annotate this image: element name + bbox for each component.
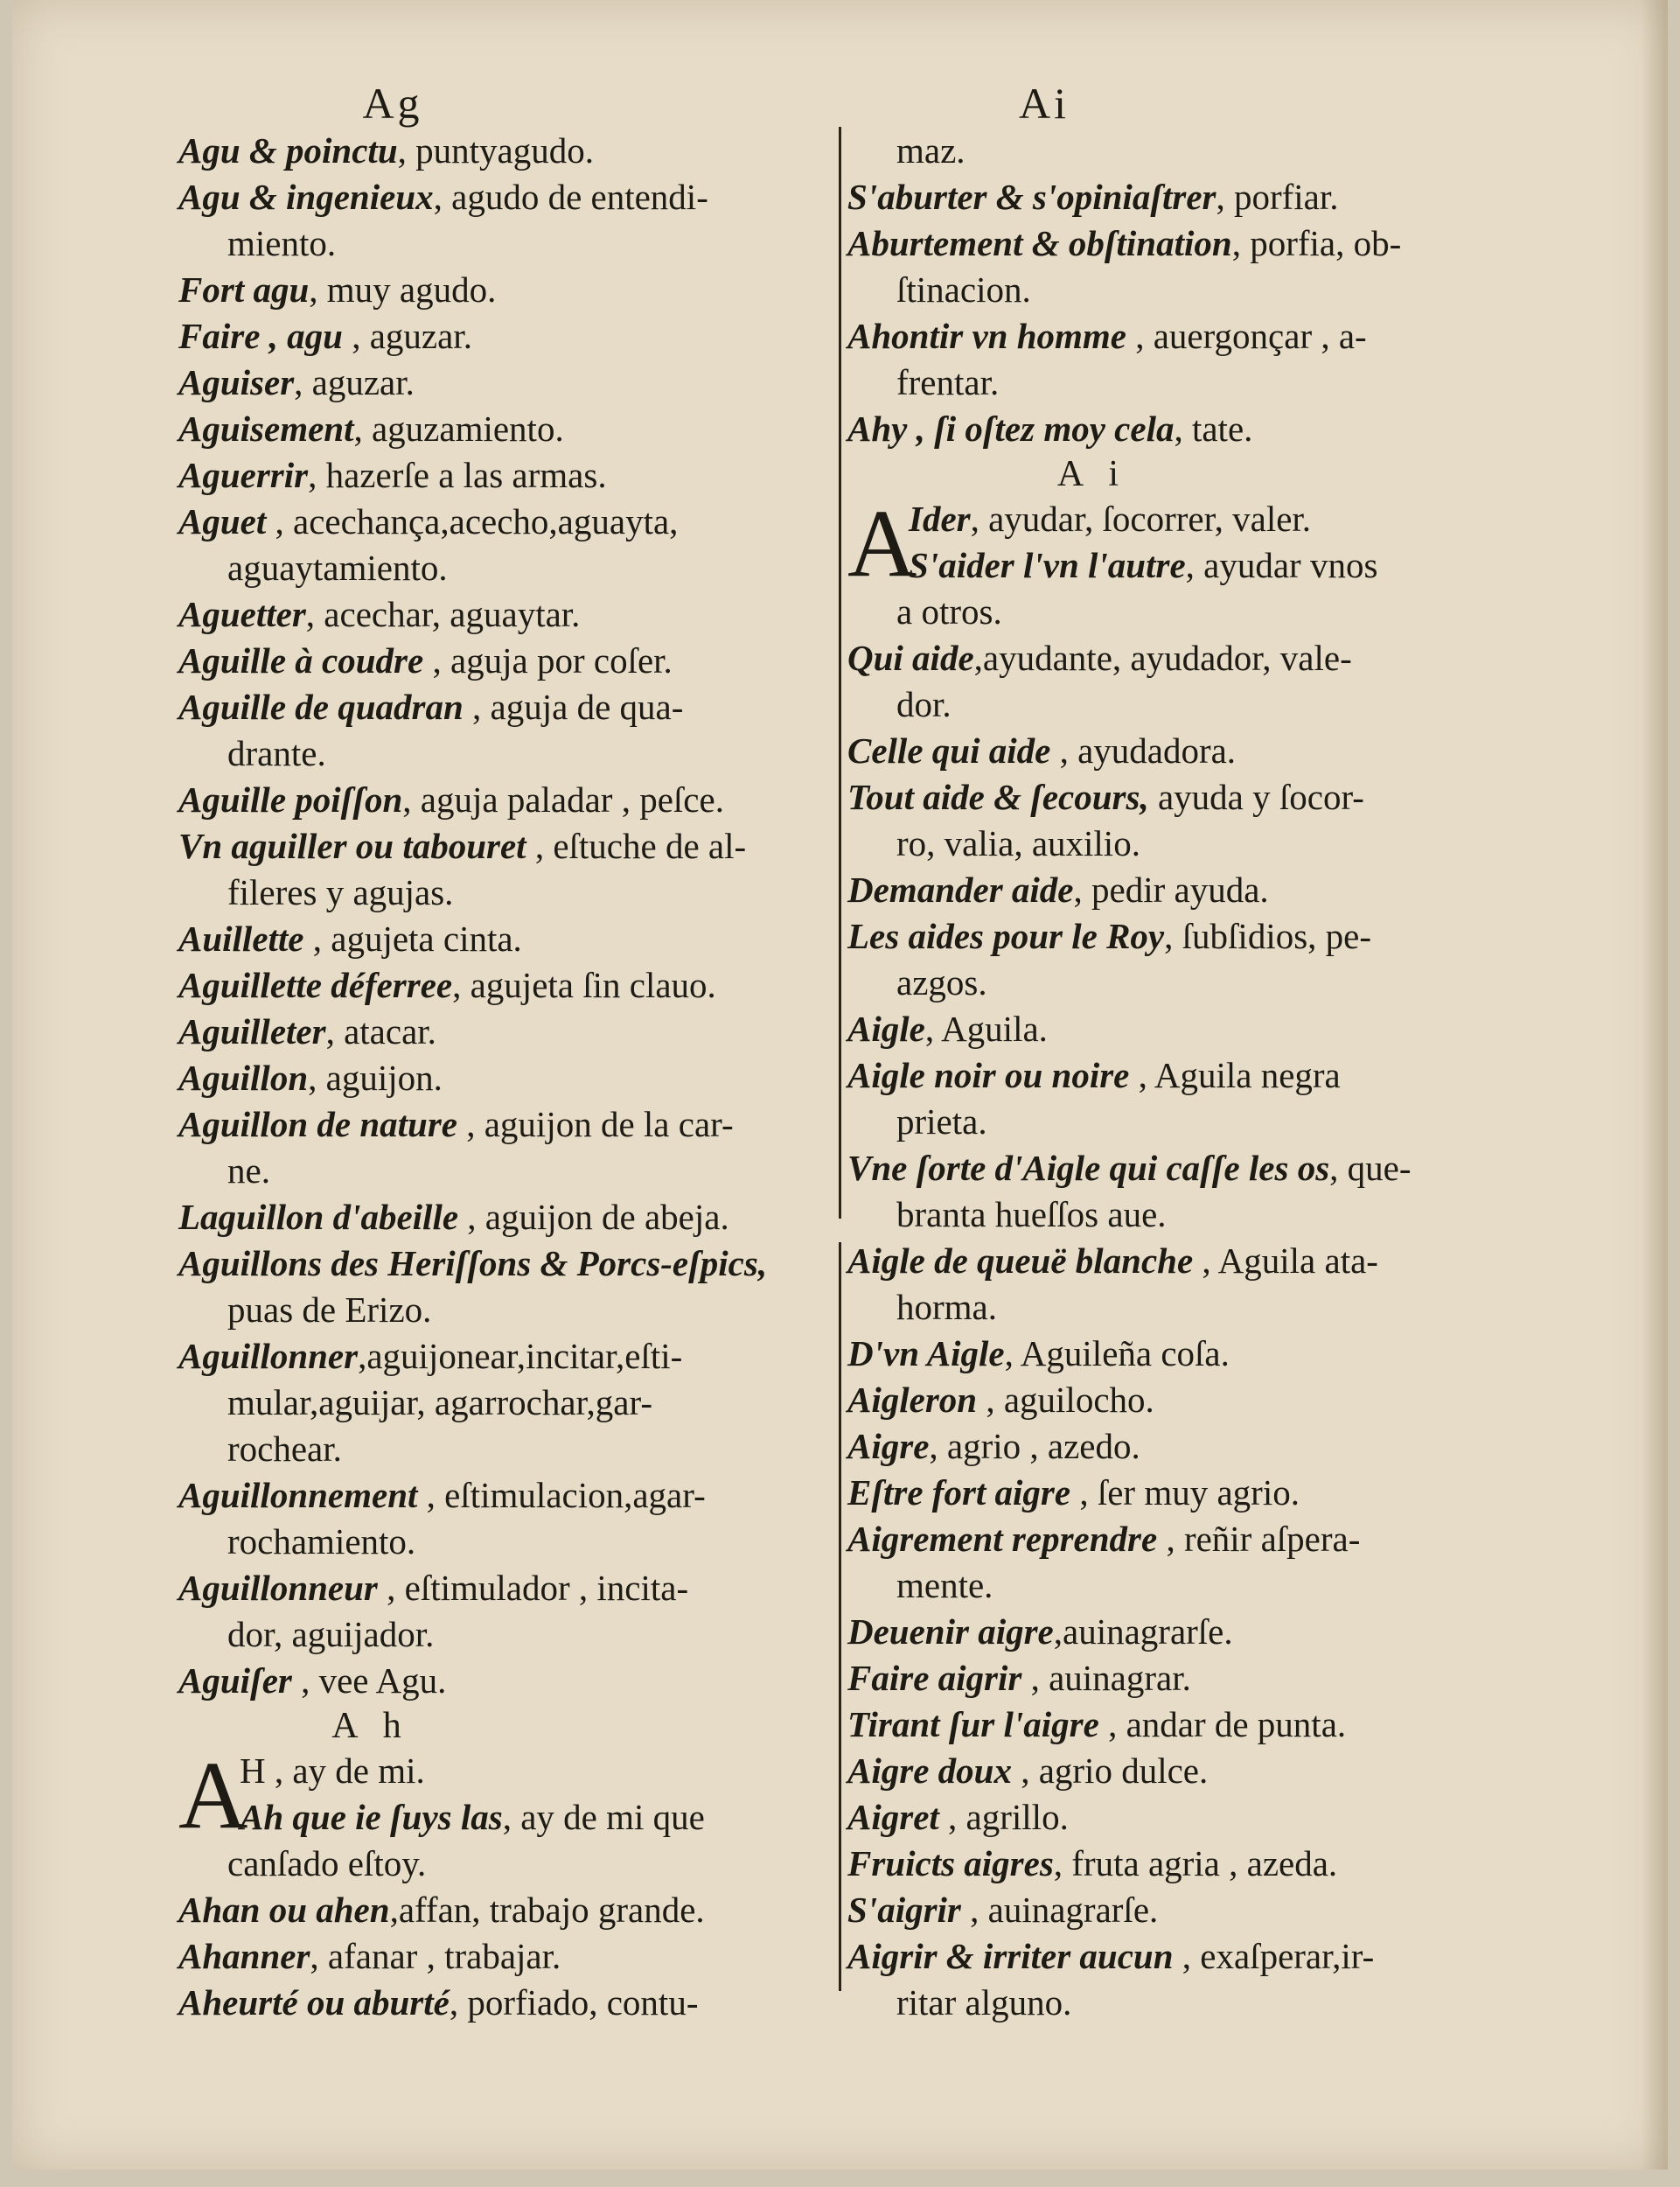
drop-cap: A	[847, 490, 917, 597]
entry-continuation: ne.	[227, 1150, 270, 1191]
dictionary-entry: Aguerrir, hazerſe a las armas.	[178, 455, 607, 495]
entry-continuation: azgos.	[896, 962, 987, 1003]
dictionary-entry: Aguetter, acechar, aguaytar.	[178, 594, 581, 634]
dictionary-entry: S'aider l'vn l'autre, ayudar vnos	[909, 545, 1378, 585]
dictionary-entry: Aigrir & irriter aucun , exaſperar,ir-	[847, 1936, 1375, 1976]
entry-continuation: drante.	[227, 733, 326, 773]
dictionary-entry: Aguiſer , vee Agu.	[178, 1660, 447, 1701]
dictionary-entry: Demander aide, pedir ayuda.	[847, 870, 1269, 910]
entry-continuation: horma.	[896, 1287, 997, 1327]
dictionary-entry: Deuenir aigre,auinagrarſe.	[847, 1611, 1233, 1652]
dictionary-entry: Ahanner, afanar , trabajar.	[178, 1936, 561, 1976]
dictionary-entry: Celle qui aide , ayudadora.	[847, 730, 1237, 771]
dictionary-entry: Agu & ingenieux, agudo de entendi-	[178, 177, 708, 217]
dictionary-entry: Aguillon de nature , aguijon de la car-	[178, 1104, 734, 1144]
dictionary-entry: Faire aigrir , auinagrar.	[847, 1658, 1191, 1698]
entry-continuation: mular,aguijar, agarrochar,gar-	[227, 1382, 652, 1422]
dictionary-entry: Aigret , agrillo.	[847, 1797, 1069, 1837]
entry-continuation: mente.	[896, 1565, 993, 1605]
section-heading-ai: A i	[1056, 454, 1128, 494]
dictionary-entry: Aguillette déferree, agujeta ſin clauo.	[178, 965, 716, 1005]
drop-cap-block	[178, 1742, 826, 1887]
dictionary-entry: Aguet , acechança,acecho,aguayta,	[178, 501, 679, 542]
dictionary-entry: Qui aide,ayudante, ayudador, vale-	[847, 638, 1352, 678]
entry-continuation: maz.	[896, 130, 965, 171]
dictionary-entry: Aguillonneur , eſtimulador , incita-	[178, 1568, 689, 1608]
dictionary-entry: Aigleron , aguilocho.	[847, 1380, 1154, 1420]
dictionary-entry: Aguillonner,aguijonear,incitar,eſti-	[178, 1336, 683, 1376]
entry-continuation: rochear.	[227, 1429, 342, 1469]
dictionary-entry: Aguillonnement , eſtimulacion,agar-	[178, 1475, 706, 1515]
dictionary-entry: Aburtement & obſtination, porfia, ob-	[847, 223, 1402, 263]
entry-continuation: ſtinacion.	[896, 269, 1031, 310]
dictionary-entry: Auillette , agujeta cinta.	[178, 919, 522, 959]
dictionary-entry: Aguillon, aguijon.	[178, 1058, 443, 1098]
column-rule	[839, 127, 841, 1219]
left-column-header: Ag	[362, 79, 423, 128]
dictionary-entry: Aguille poiſſon, aguja paladar , peſce.	[178, 779, 724, 820]
dictionary-entry: Fort agu, muy agudo.	[178, 269, 497, 310]
dictionary-entry: Aguille de quadran , aguja de qua-	[178, 687, 684, 727]
dictionary-entry: Aguillons des Heriſſons & Porcs-eſpics,	[178, 1243, 768, 1283]
dictionary-entry: Aguisement, aguzamiento.	[178, 409, 564, 449]
entry-continuation: rochamiento.	[227, 1521, 416, 1562]
dictionary-entry: Ah que ie ſuys las, ay de mi que	[240, 1797, 705, 1837]
dictionary-entry: Agu & poinctu, puntyagudo.	[178, 130, 594, 171]
dictionary-entry: S'aigrir , auinagrarſe.	[847, 1890, 1159, 1930]
dictionary-entry: Aheurté ou aburté, porfiado, contu-	[178, 1982, 699, 2023]
entry-continuation: a otros.	[896, 591, 1002, 632]
dictionary-entry: Aigle, Aguila.	[847, 1009, 1048, 1049]
drop-cap-block	[847, 490, 1503, 635]
entry-continuation: branta hueſſos aue.	[896, 1194, 1167, 1234]
entry-continuation: ritar alguno.	[896, 1982, 1072, 2023]
dictionary-entry: Ider, ayudar, ſocorrer, valer.	[909, 499, 1312, 539]
dictionary-entry: H , ay de mi.	[240, 1750, 425, 1791]
entry-continuation: fileres y agujas.	[227, 872, 454, 912]
dictionary-entry: Aguiser, aguzar.	[178, 362, 415, 402]
dictionary-entry: Aigrement reprendre , reñir aſpera-	[847, 1519, 1361, 1559]
dictionary-entry: Tout aide & ſecours, ayuda y ſocor-	[847, 777, 1364, 817]
dictionary-entry: Laguillon d'abeille , aguijon de abeja.	[178, 1197, 729, 1237]
dictionary-entry: Aigle de queuë blanche , Aguila ata-	[847, 1240, 1378, 1281]
entry-continuation: miento.	[227, 223, 337, 263]
dictionary-entry: Aguille à coudre , aguja por coſer.	[178, 640, 673, 681]
entry-continuation: ro, valia, auxilio.	[896, 823, 1140, 863]
dictionary-entry: Ahontir vn homme , auergonçar , a-	[847, 316, 1367, 356]
entry-continuation: dor, aguijador.	[227, 1614, 435, 1654]
entry-continuation: dor.	[896, 684, 952, 724]
entry-continuation: frentar.	[896, 362, 1000, 402]
dictionary-page	[12, 0, 1668, 2170]
drop-cap: A	[178, 1742, 248, 1848]
right-column	[847, 80, 1503, 2026]
entry-continuation: aguaytamiento.	[227, 548, 448, 588]
dictionary-entry: Aigle noir ou noire , Aguila negra	[847, 1055, 1341, 1095]
dictionary-entry: S'aburter & s'opiniaſtrer, porfiar.	[847, 177, 1339, 217]
dictionary-entry: Faire , agu , aguzar.	[178, 316, 472, 356]
right-column-header: Ai	[1019, 79, 1070, 128]
left-column	[178, 80, 826, 2026]
section-heading-ah: A h	[331, 1706, 410, 1746]
entry-continuation: puas de Erizo.	[227, 1289, 432, 1330]
dictionary-entry: Eſtre fort aigre , ſer muy agrio.	[847, 1472, 1300, 1513]
dictionary-entry: Vne ſorte d'Aigle qui caſſe les os, que-	[847, 1148, 1412, 1188]
dictionary-entry: Les aides pour le Roy, ſubſidios, pe-	[847, 916, 1372, 956]
dictionary-entry: Aigre doux , agrio dulce.	[847, 1750, 1209, 1791]
dictionary-entry: Tirant ſur l'aigre , andar de punta.	[847, 1704, 1347, 1744]
dictionary-entry: Ahy , ſi oſtez moy cela, tate.	[847, 409, 1253, 449]
dictionary-entry: Aguilleter, atacar.	[178, 1011, 436, 1052]
dictionary-entry: Vn aguiller ou tabouret , eſtuche de al-	[178, 826, 747, 866]
dictionary-entry: Ahan ou ahen,affan, trabajo grande.	[178, 1890, 705, 1930]
entry-continuation: prieta.	[896, 1101, 987, 1142]
dictionary-entry: D'vn Aigle, Aguileña coſa.	[847, 1333, 1230, 1373]
dictionary-entry: Fruicts aigres, fruta agria , azeda.	[847, 1843, 1338, 1883]
column-rule	[839, 1242, 841, 1991]
dictionary-entry: Aigre, agrio , azedo.	[847, 1426, 1140, 1466]
entry-continuation: canſado eſtoy.	[227, 1843, 427, 1883]
